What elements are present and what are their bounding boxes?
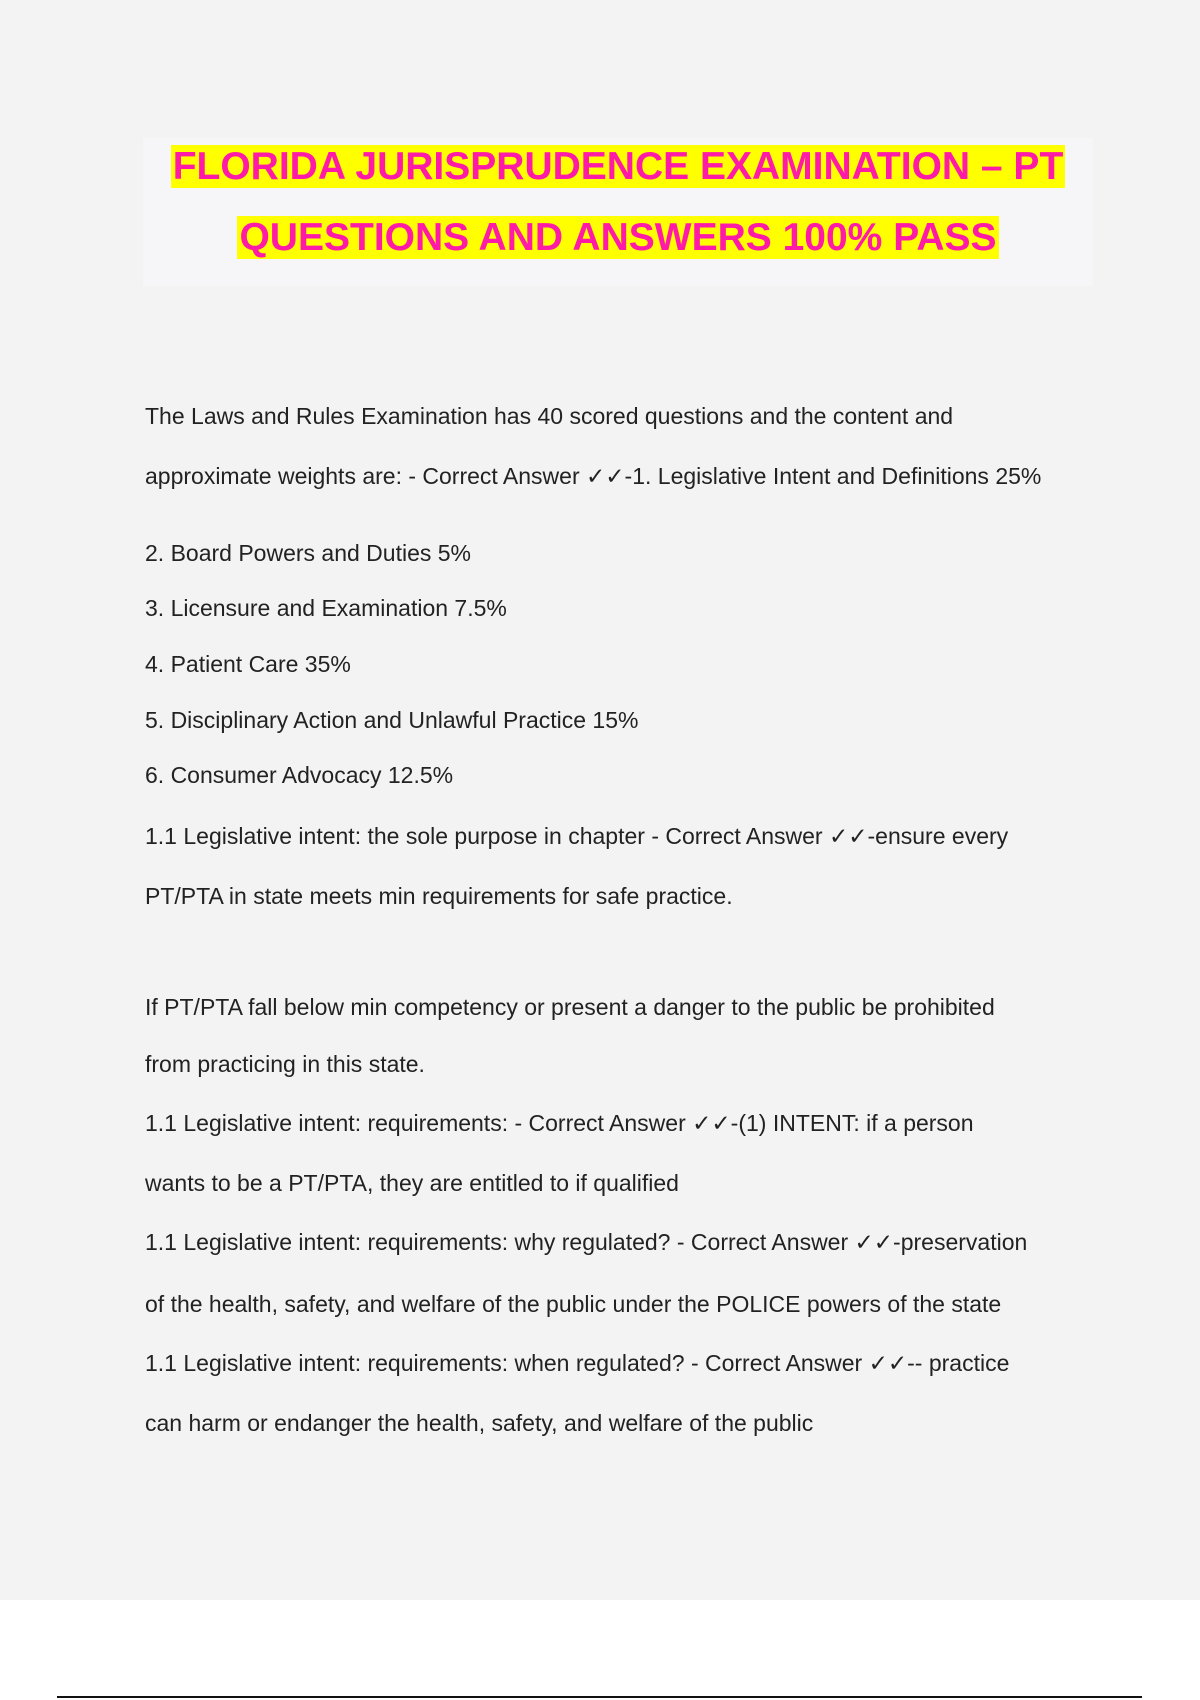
page-divider — [57, 1696, 1142, 1698]
title-line-2-text: QUESTIONS AND ANSWERS 100% PASS — [239, 216, 997, 259]
title-line-1-text: FLORIDA JURISPRUDENCE EXAMINATION – PT — [172, 145, 1064, 188]
body-line: approximate weights are: - Correct Answer ✓✓-1. Legislative Intent and Definitions 25% — [145, 463, 1042, 489]
body-line: of the health, safety, and welfare of the public under the POLICE powers of the state — [145, 1291, 1002, 1317]
body-line: from practicing in this state. — [145, 1051, 425, 1077]
body-line: 1.1 Legislative intent: requirements: when regulated? - Correct Answer ✓✓-- practice — [145, 1350, 1010, 1376]
body-line: If PT/PTA fall below min competency or present a danger to the public be prohibited — [145, 994, 995, 1020]
body-line: PT/PTA in state meets min requirements for safe practice. — [145, 883, 733, 909]
title-line-1 — [143, 144, 1093, 190]
body-line: 1.1 Legislative intent: requirements: why regulated? - Correct Answer ✓✓-preservation — [145, 1229, 1028, 1255]
body-line: wants to be a PT/PTA, they are entitled to if qualified — [145, 1170, 679, 1196]
list-item: 2. Board Powers and Duties 5% — [145, 540, 472, 566]
title-line-2 — [143, 215, 1093, 261]
list-item: 6. Consumer Advocacy 12.5% — [145, 762, 454, 788]
list-item: 4. Patient Care 35% — [145, 651, 351, 677]
document-title — [143, 138, 1093, 286]
body-line: can harm or endanger the health, safety, and welfare of the public — [145, 1410, 814, 1436]
list-item: 3. Licensure and Examination 7.5% — [145, 595, 507, 621]
body-line: 1.1 Legislative intent: the sole purpose in chapter - Correct Answer ✓✓-ensure every — [145, 823, 1009, 849]
body-line: 1.1 Legislative intent: requirements: - Correct Answer ✓✓-(1) INTENT: if a person — [145, 1110, 974, 1136]
list-item: 5. Disciplinary Action and Unlawful Practice 15% — [145, 707, 639, 733]
body-line: The Laws and Rules Examination has 40 scored questions and the content and — [145, 403, 954, 429]
